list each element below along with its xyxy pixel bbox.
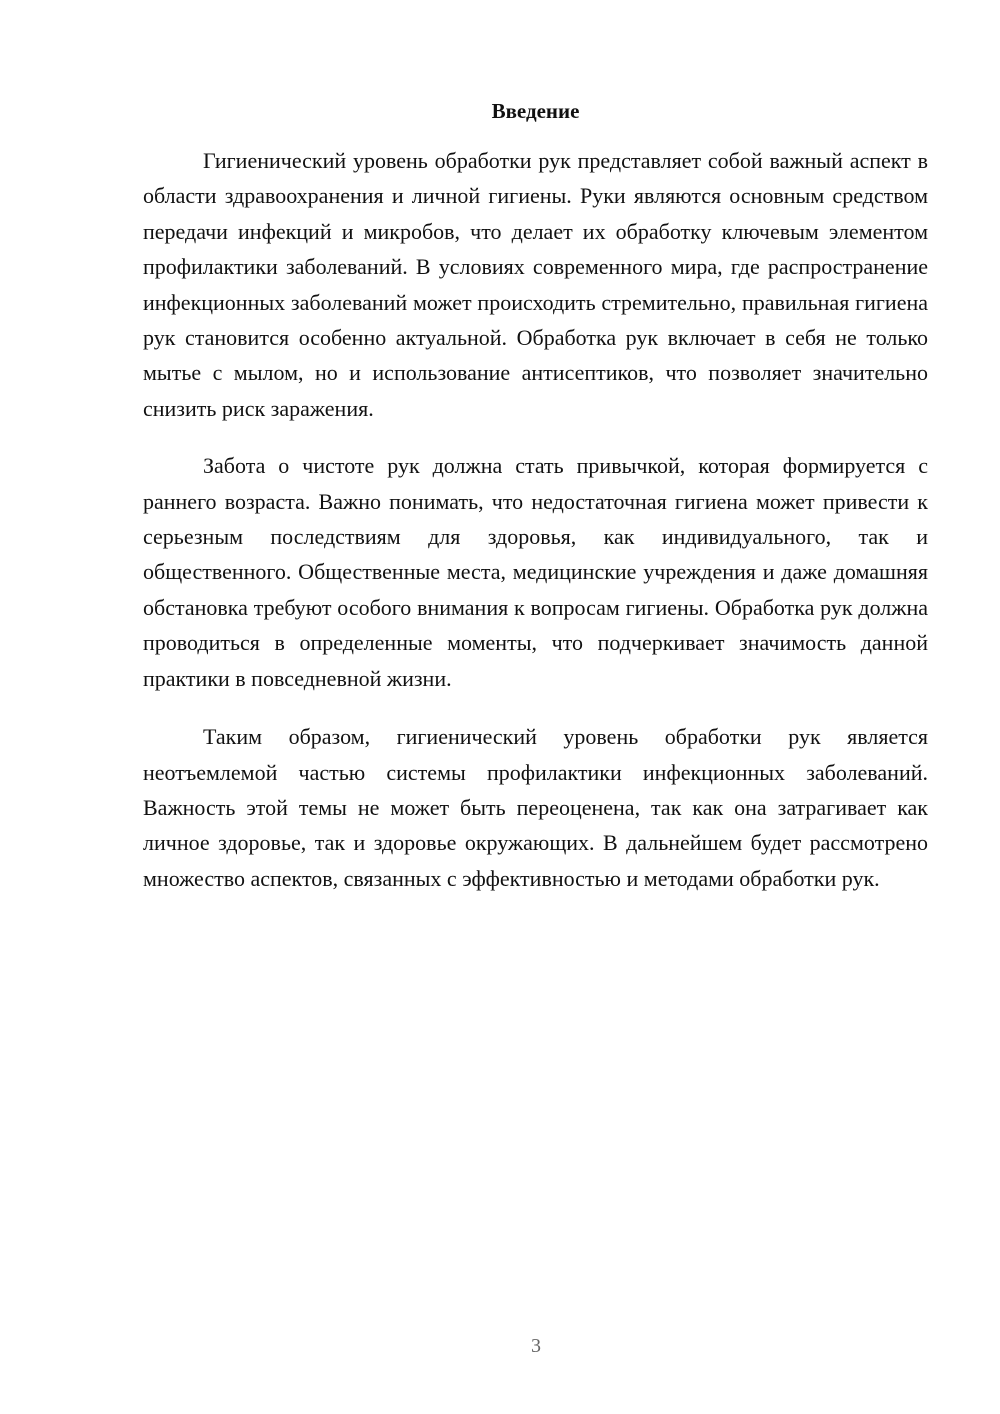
section-title: Введение — [491, 99, 580, 123]
paragraph-3: Таким образом, гигиенический уровень обработки рук является неотъемлемой частью системы профилактики инфекционных заболеваний. Важность этой темы не может быть переоценена, так как она затрагивает как личное здоровье, так и здоровье окружающих. В дальнейшем будет рассмотрено множество аспектов, связанных с эффективностью и методами обработки рук. — [143, 724, 928, 891]
page-number: 3 — [531, 1335, 541, 1357]
paragraph-2: Забота о чистоте рук должна стать привычкой, которая формируется с раннего возраста. Важно понимать, что недостаточная гигиена может привести к серьезным последствиям для здоровья, как индивидуального, так и общественного. Общественные места, медицинские учреждения и даже домашняя обстановка требуют особого внимания к вопросам гигиены. Обработка рук должна проводиться в определенные моменты, что подчеркивает значимость данной практики в повседневной жизни. — [143, 453, 928, 691]
paragraph-1: Гигиенический уровень обработки рук представляет собой важный аспект в области здравоохранения и личной гигиены. Руки являются основным средством передачи инфекций и микробов, что делает их обработку ключевым элементом профилактики заболеваний. В условиях современного мира, где распространение инфекционных заболеваний может происходить стремительно, правильная гигиена рук становится особенно актуальной. Обработка рук включает в себя не только мытье с мылом, но и использование антисептиков, что позволяет значительно снизить риск заражения. — [143, 148, 928, 421]
page-content — [143, 96, 928, 896]
